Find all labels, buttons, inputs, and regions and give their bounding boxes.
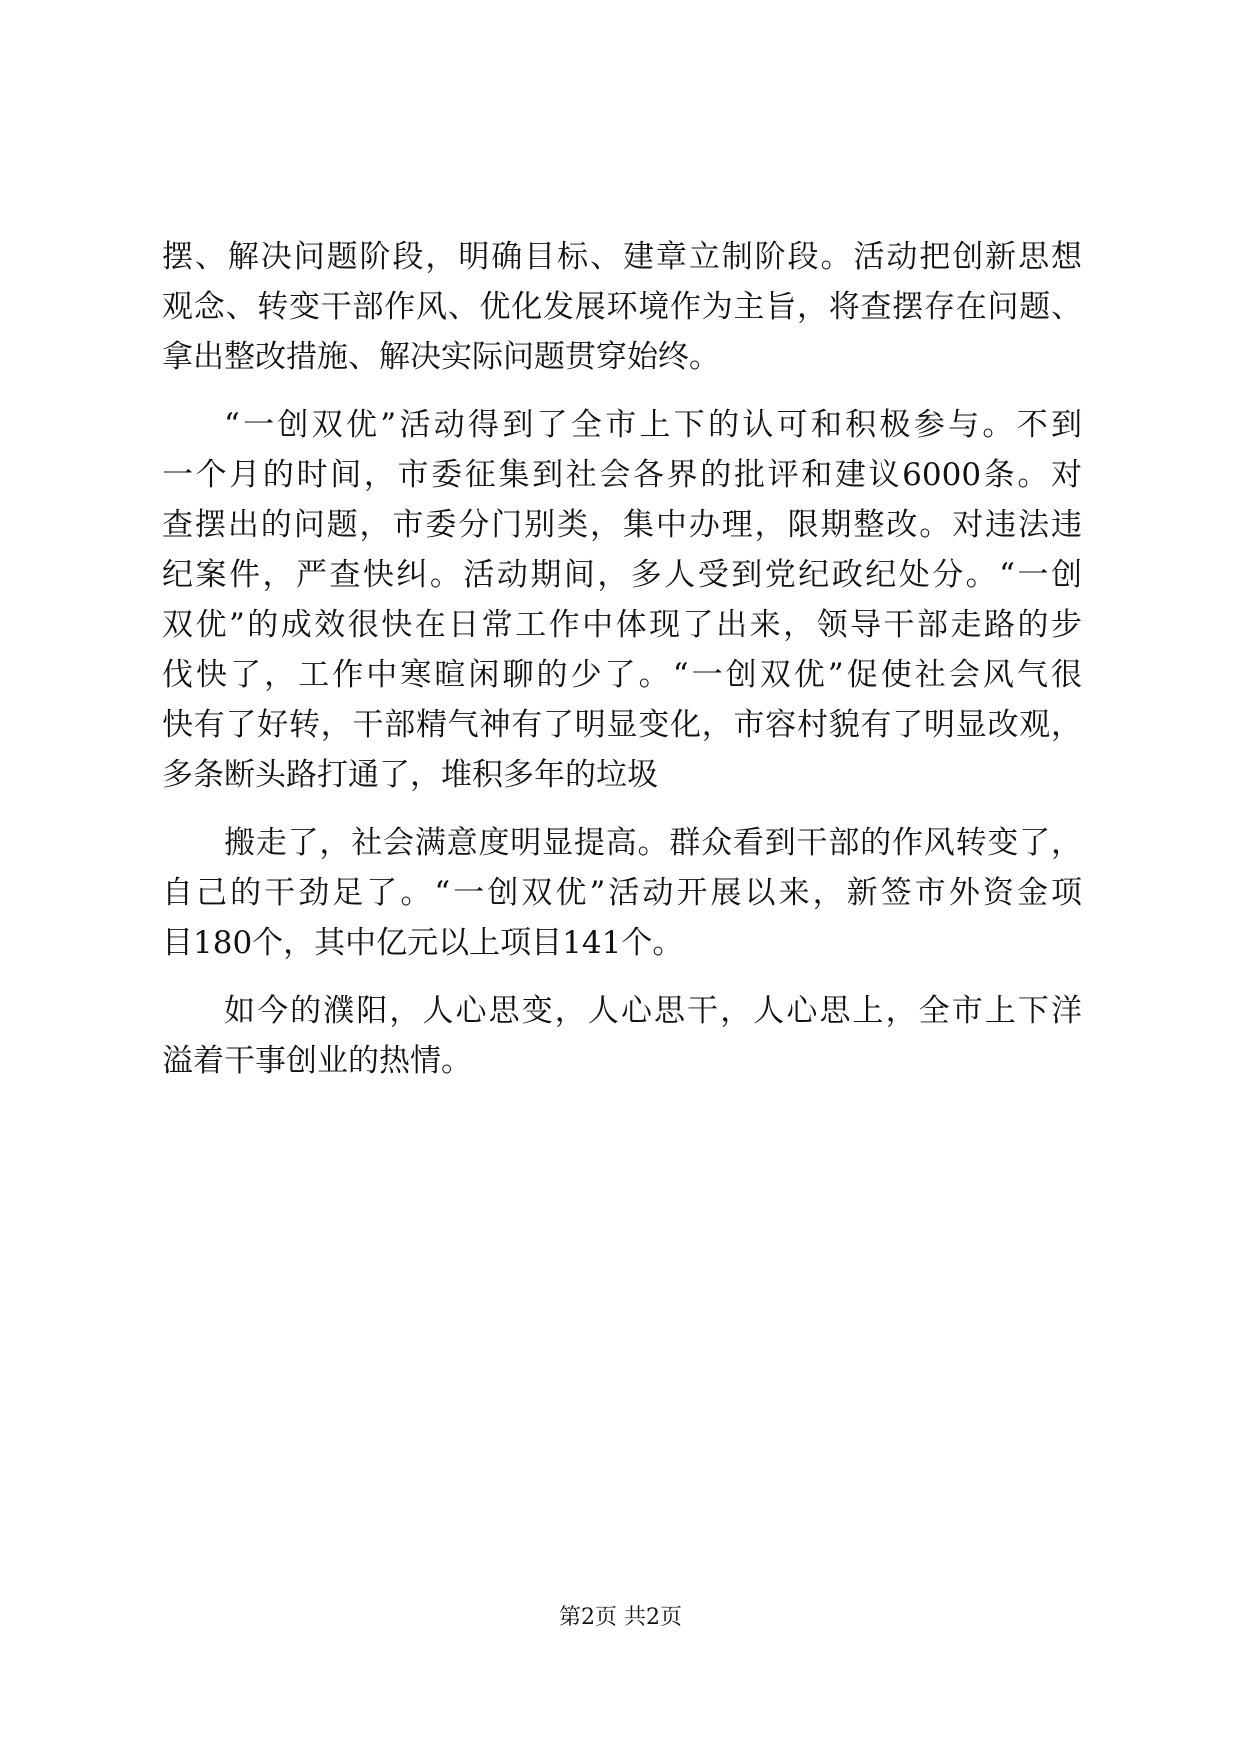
paragraph-1 (162, 232, 1082, 382)
paragraph-4 (162, 986, 1082, 1086)
paragraph-2 (162, 400, 1082, 800)
document-body (162, 232, 1082, 1086)
text-line: 观念、转变干部作风、优化发展环境作为主旨，将查摆存在问题、 (162, 289, 1082, 325)
paragraph-3 (162, 818, 1082, 968)
text-line: 双优”的成效很快在日常工作中体现了出来，领导干部走路的步 (162, 607, 1082, 643)
text-line: 伐快了，工作中寒暄闲聊的少了。“一创双优”促使社会风气很 (162, 657, 1082, 693)
text-line: 如今的濮阳，人心思变，人心思干，人心思上，全市上下洋 (224, 993, 1082, 1029)
text-line: “一创双优”活动得到了全市上下的认可和积极参与。不到 (224, 407, 1082, 443)
text-line: 纪案件，严查快纠。活动期间，多人受到党纪政纪处分。“一创 (162, 557, 1082, 593)
text-line: 自己的干劲足了。“一创双优”活动开展以来，新签市外资金项 (162, 875, 1082, 911)
text-line: 多条断头路打通了，堆积多年的垃圾 (162, 757, 658, 793)
text-line: 目180个，其中亿元以上项目141个。 (162, 925, 684, 961)
text-line: 查摆出的问题，市委分门别类，集中办理，限期整改。对违法违 (162, 507, 1082, 543)
text-line: 一个月的时间，市委征集到社会各界的批评和建议6000条。对 (162, 457, 1082, 493)
page-footer: 第2页 共2页 (559, 1605, 682, 1630)
text-line: 快有了好转，干部精气神有了明显变化，市容村貌有了明显改观， (162, 707, 1082, 743)
text-line: 拿出整改措施、解决实际问题贯穿始终。 (162, 339, 720, 375)
text-line: 溢着干事创业的热情。 (162, 1043, 472, 1079)
text-line: 摆、解决问题阶段，明确目标、建章立制阶段。活动把创新思想 (162, 239, 1082, 275)
text-line: 搬走了，社会满意度明显提高。群众看到干部的作风转变了， (224, 825, 1082, 861)
